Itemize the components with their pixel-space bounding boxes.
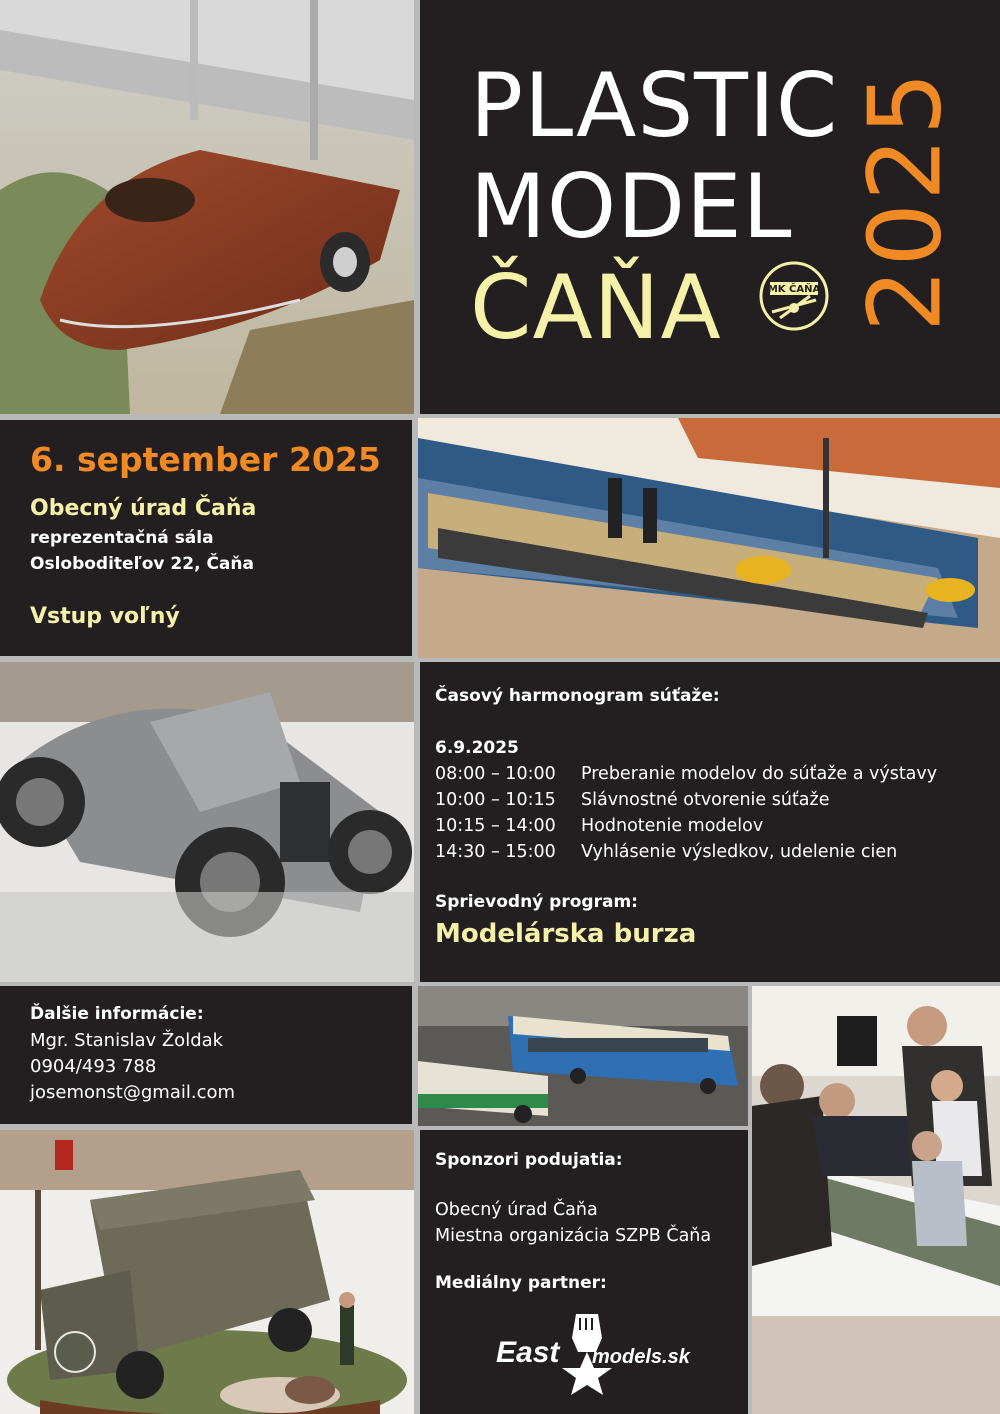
photo-ship-model bbox=[418, 418, 1000, 658]
event-year: 2025 bbox=[846, 69, 964, 333]
contact-name: Mgr. Stanislav Žoldak bbox=[30, 1030, 224, 1051]
media-partner-heading: Mediálny partner: bbox=[435, 1273, 607, 1293]
schedule-row bbox=[435, 790, 830, 810]
photo-seaplane-model bbox=[0, 0, 414, 414]
schedule-time: 14:30 – 15:00 bbox=[435, 842, 556, 862]
schedule-time: 08:00 – 10:00 bbox=[435, 764, 556, 784]
schedule-panel bbox=[420, 662, 1000, 982]
media-logo-east: East bbox=[496, 1336, 560, 1369]
info-heading: Ďalšie informácie: bbox=[30, 1004, 204, 1024]
schedule-label: Preberanie modelov do súťaže a výstavy bbox=[581, 764, 938, 784]
entry-note: Vstup voľný bbox=[30, 604, 180, 629]
schedule-label: Vyhlásenie výsledkov, udelenie cien bbox=[581, 842, 898, 862]
schedule-date: 6.9.2025 bbox=[435, 738, 519, 758]
schedule-heading: Časový harmonogram súťaže: bbox=[435, 686, 720, 706]
club-logo-badge bbox=[758, 260, 830, 332]
schedule-row bbox=[435, 816, 763, 836]
venue-hall: reprezentačná sála bbox=[30, 528, 214, 548]
event-title-line2: MODEL bbox=[470, 155, 793, 258]
photo-bus-diorama bbox=[418, 986, 748, 1126]
contact-phone: 0904/493 788 bbox=[30, 1056, 157, 1077]
sponsors-heading: Sponzori podujatia: bbox=[435, 1150, 623, 1170]
event-date: 6. september 2025 bbox=[30, 440, 381, 479]
media-partner-logo bbox=[492, 1310, 690, 1400]
sponsor-item: Miestna organizácia SZPB Čaňa bbox=[435, 1226, 712, 1246]
sponsor-item: Obecný úrad Čaňa bbox=[435, 1200, 598, 1220]
schedule-label: Hodnotenie modelov bbox=[581, 816, 764, 836]
sponsors-panel bbox=[420, 1130, 748, 1414]
side-program-heading: Sprievodný program: bbox=[435, 892, 638, 912]
venue-address: Osloboditeľov 22, Čaňa bbox=[30, 554, 254, 574]
date-venue-panel bbox=[0, 420, 412, 656]
schedule-row bbox=[435, 764, 937, 784]
schedule-label: Slávnostné otvorenie súťaže bbox=[581, 790, 830, 810]
media-logo-models: models.sk bbox=[592, 1346, 690, 1368]
schedule-time: 10:00 – 10:15 bbox=[435, 790, 556, 810]
venue-name: Obecný úrad Čaňa bbox=[30, 496, 257, 521]
photo-race-car-model bbox=[0, 662, 414, 982]
svg-text:MK ČAŇA: MK ČAŇA bbox=[767, 284, 821, 295]
photo-exhibition-hall bbox=[752, 986, 1000, 1414]
contact-info-panel bbox=[0, 986, 412, 1124]
photo-armored-truck-diorama bbox=[0, 1130, 414, 1414]
schedule-row bbox=[435, 842, 897, 862]
side-program-item: Modelárska burza bbox=[435, 919, 697, 949]
event-title-line1: PLASTIC bbox=[470, 54, 839, 157]
event-title-line3: ČAŇA bbox=[470, 256, 722, 359]
contact-email[interactable]: josemonst@gmail.com bbox=[30, 1082, 236, 1103]
schedule-time: 10:15 – 14:00 bbox=[435, 816, 556, 836]
